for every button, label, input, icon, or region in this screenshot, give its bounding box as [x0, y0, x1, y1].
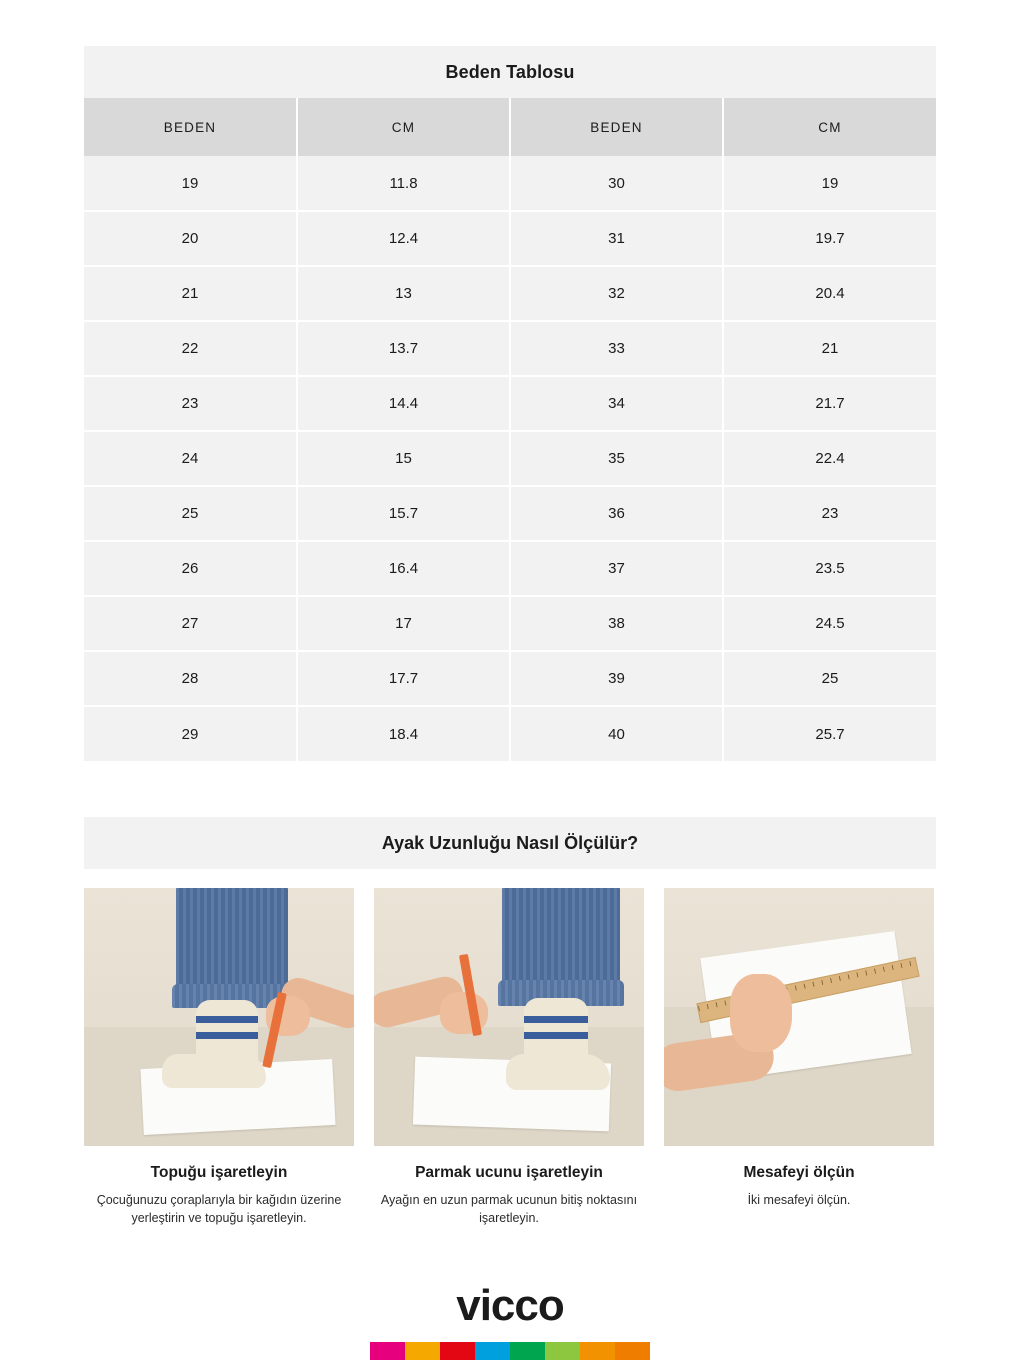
cell-beden-1: 21 [84, 266, 297, 321]
column-header-cm-2: CM [723, 98, 936, 156]
color-swatch-7 [580, 1342, 615, 1360]
cell-beden-2: 38 [510, 596, 723, 651]
measure-section-title: Ayak Uzunluğu Nasıl Ölçülür? [84, 817, 936, 869]
brand-color-bar [370, 1342, 650, 1360]
cell-cm-1: 16.4 [297, 541, 510, 596]
color-swatch-2 [405, 1342, 440, 1360]
cell-cm-2: 25 [723, 651, 936, 706]
cell-beden-2: 34 [510, 376, 723, 431]
cell-beden-2: 37 [510, 541, 723, 596]
cell-beden-2: 30 [510, 156, 723, 211]
table-row [84, 211, 936, 266]
cell-cm-1: 18.4 [297, 706, 510, 761]
measure-steps [84, 888, 936, 1227]
cell-beden-2: 31 [510, 211, 723, 266]
cell-cm-2: 21 [723, 321, 936, 376]
cell-cm-2: 19 [723, 156, 936, 211]
cell-beden-2: 32 [510, 266, 723, 321]
color-swatch-3 [440, 1342, 475, 1360]
cell-cm-1: 13 [297, 266, 510, 321]
color-swatch-5 [510, 1342, 545, 1360]
foot-heel-marking-photo [84, 888, 354, 1146]
color-swatch-6 [545, 1342, 580, 1360]
size-table-title: Beden Tablosu [84, 46, 936, 98]
column-header-cm-1: CM [297, 98, 510, 156]
step-heading: Topuğu işaretleyin [150, 1164, 288, 1181]
cell-cm-1: 15.7 [297, 486, 510, 541]
step-heading: Mesafeyi ölçün [743, 1164, 855, 1181]
table-row [84, 156, 936, 211]
cell-beden-1: 29 [84, 706, 297, 761]
cell-beden-1: 26 [84, 541, 297, 596]
color-swatch-4 [475, 1342, 510, 1360]
cell-cm-1: 15 [297, 431, 510, 486]
cell-cm-2: 25.7 [723, 706, 936, 761]
cell-beden-1: 22 [84, 321, 297, 376]
cell-cm-2: 23 [723, 486, 936, 541]
size-table [84, 98, 936, 761]
step-description: Ayağın en uzun parmak ucunun bitiş noktasını işaretleyin. [380, 1193, 638, 1226]
table-row [84, 486, 936, 541]
cell-beden-1: 25 [84, 486, 297, 541]
cell-cm-1: 17 [297, 596, 510, 651]
table-row [84, 321, 936, 376]
table-row [84, 541, 936, 596]
table-header-row [84, 98, 936, 156]
foot-toe-marking-photo [374, 888, 644, 1146]
table-row [84, 651, 936, 706]
cell-cm-1: 17.7 [297, 651, 510, 706]
cell-beden-2: 40 [510, 706, 723, 761]
cell-cm-2: 23.5 [723, 541, 936, 596]
table-row [84, 266, 936, 321]
page-content [84, 0, 936, 1227]
step-description: İki mesafeyi ölçün. [747, 1193, 851, 1207]
cell-cm-2: 22.4 [723, 431, 936, 486]
footer [0, 1281, 1020, 1360]
table-row [84, 596, 936, 651]
step-description: Çocuğunuzu çoraplarıyla bir kağıdın üzerine yerleştirin ve topuğu işaretleyin. [96, 1193, 342, 1226]
cell-beden-1: 27 [84, 596, 297, 651]
cell-beden-1: 28 [84, 651, 297, 706]
measure-step-2 [374, 888, 644, 1227]
table-row [84, 706, 936, 761]
cell-beden-1: 19 [84, 156, 297, 211]
measure-section [84, 817, 936, 1227]
column-header-beden-1: BEDEN [84, 98, 297, 156]
step-heading: Parmak ucunu işaretleyin [415, 1164, 603, 1181]
table-row [84, 431, 936, 486]
cell-cm-2: 24.5 [723, 596, 936, 651]
measure-step-3 [664, 888, 934, 1227]
cell-beden-1: 24 [84, 431, 297, 486]
cell-beden-1: 20 [84, 211, 297, 266]
table-row [84, 376, 936, 431]
measure-step-1 [84, 888, 354, 1227]
brand-logo: vicco [456, 1281, 564, 1330]
ruler-measuring-photo [664, 888, 934, 1146]
cell-cm-1: 14.4 [297, 376, 510, 431]
cell-beden-2: 36 [510, 486, 723, 541]
cell-cm-2: 21.7 [723, 376, 936, 431]
cell-beden-2: 39 [510, 651, 723, 706]
cell-beden-2: 35 [510, 431, 723, 486]
cell-cm-2: 20.4 [723, 266, 936, 321]
cell-cm-1: 12.4 [297, 211, 510, 266]
cell-beden-1: 23 [84, 376, 297, 431]
cell-cm-1: 11.8 [297, 156, 510, 211]
cell-beden-2: 33 [510, 321, 723, 376]
cell-cm-1: 13.7 [297, 321, 510, 376]
color-swatch-1 [370, 1342, 405, 1360]
column-header-beden-2: BEDEN [510, 98, 723, 156]
color-swatch-8 [615, 1342, 650, 1360]
cell-cm-2: 19.7 [723, 211, 936, 266]
